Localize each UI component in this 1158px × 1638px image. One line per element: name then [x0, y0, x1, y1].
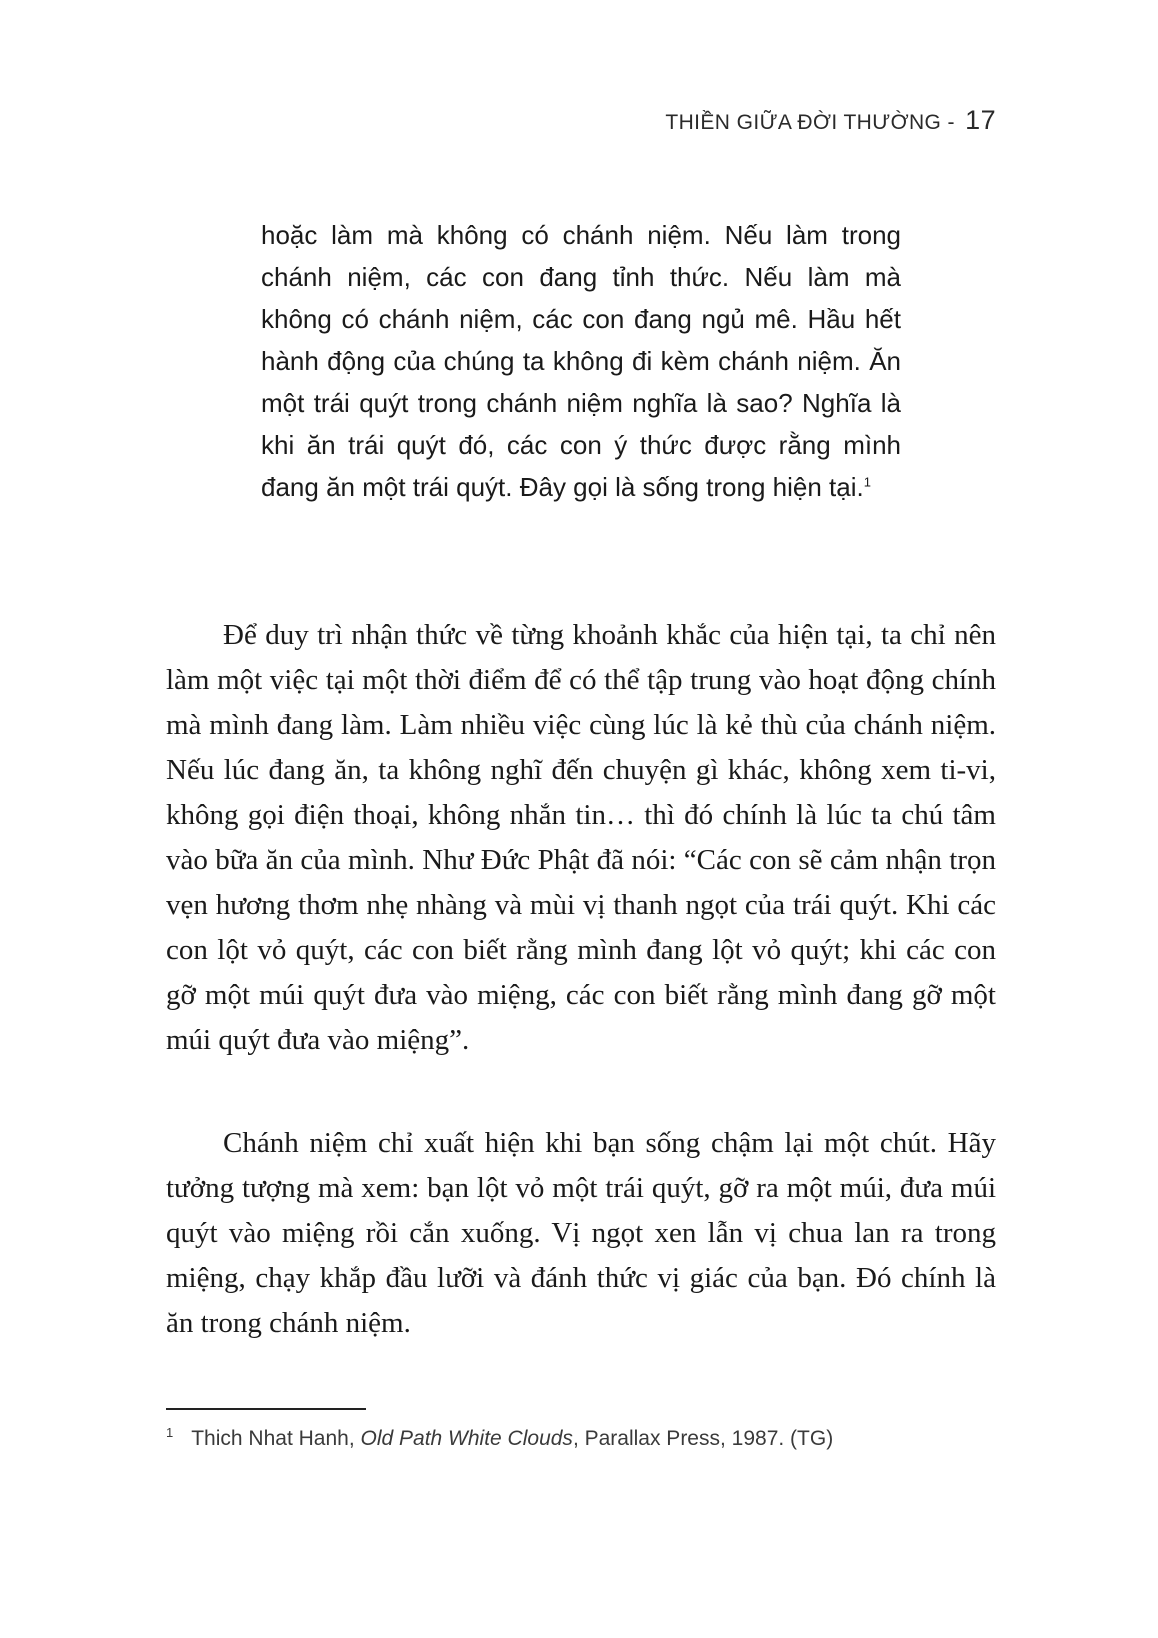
footnote-divider	[166, 1408, 366, 1410]
footnote-reference: 1	[863, 474, 871, 490]
running-header	[665, 105, 996, 136]
footnote-author: Thich Nhat Hanh,	[191, 1427, 355, 1450]
footnote-book-title: Old Path White Clouds	[360, 1427, 573, 1450]
footnote	[166, 1418, 996, 1454]
block-quote-text: hoặc làm mà không có chánh niệm. Nếu làm trong chánh niệm, các con đang tỉnh thức. Nếu làm mà không có chánh niệm, các con đang ngủ mê. Hầu hết hành động của chúng ta không đi kèm chánh niệm. Ăn một trái quýt trong chánh niệm nghĩa là sao? Nghĩa là khi ăn trái quýt đó, các con ý thức được rằng mình đang ăn một trái quýt. Đây gọi là sống trong hiện tại.	[261, 220, 901, 502]
footnote-details: , Parallax Press, 1987. (TG)	[572, 1427, 834, 1450]
page-number: 17	[965, 105, 996, 135]
block-quote	[261, 214, 901, 508]
running-title: THIỀN GIỮA ĐỜI THƯỜNG -	[665, 111, 955, 134]
body-paragraph: Chánh niệm chỉ xuất hiện khi bạn sống chậm lại một chút. Hãy tưởng tượng mà xem: bạn lột vỏ một trái quýt, gỡ ra một múi, đưa múi quýt vào miệng rồi cắn xuống. Vị ngọt xen lẫn vị chua lan ra trong miệng, chạy khắp đầu lưỡi và đánh thức vị giác của bạn. Đó chính là ăn trong chánh niệm.	[166, 1127, 996, 1339]
footnote-number: 1	[166, 1425, 174, 1440]
body-paragraph: Để duy trì nhận thức về từng khoảnh khắc của hiện tại, ta chỉ nên làm một việc tại một thời điểm để có thể tập trung vào hoạt động chính mà mình đang làm. Làm nhiều việc cùng lúc là kẻ thù của chánh niệm. Nếu lúc đang ăn, ta không nghĩ đến chuyện gì khác, không xem ti-vi, không gọi điện thoại, không nhắn tin… thì đó chính là lúc ta chú tâm vào bữa ăn của mình. Như Đức Phật đã nói: “Các con sẽ cảm nhận trọn vẹn hương thơm nhẹ nhàng và mùi vị thanh ngọt của trái quýt. Khi các con lột vỏ quýt, các con biết rằng mình đang lột vỏ quýt; khi các con gỡ một múi quýt đưa vào miệng, các con biết rằng mình đang gỡ một múi quýt đưa vào miệng”.	[166, 619, 996, 1056]
